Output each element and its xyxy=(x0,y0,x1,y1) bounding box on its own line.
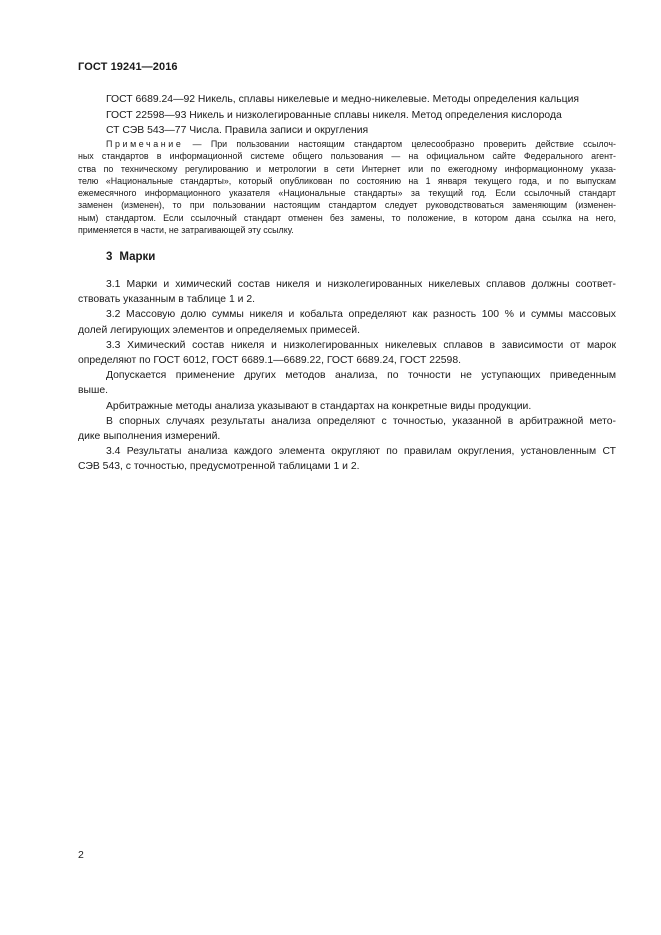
note-line: ежемесячного информационного указателя «Национальные стандарты» за текущий год. Если ссылочный стандарт xyxy=(78,188,616,199)
note-text: — При пользовании настоящим стандартом целесообразно проверить действие ссылоч- xyxy=(183,139,616,149)
paragraph-line: В спорных случаях результаты анализа определяют с точностью, указанной в арбитражной мето- xyxy=(106,415,616,427)
paragraph-line: ствовать указанным в таблице 1 и 2. xyxy=(78,294,256,306)
paragraph-line: СЭВ 543, с точностью, предусмотренной таблицами 1 и 2. xyxy=(78,461,360,473)
note-line: ных стандартов в информационной системе общего пользования — на официальном сайте Федерального агент- xyxy=(78,151,616,162)
paragraph-line: 3.3 Химический состав никеля и низколегированных никелевых сплавов в зависимости от марок xyxy=(106,339,616,351)
reference-item: ГОСТ 22598—93 Никель и низколегированные сплавы никеля. Метод определения кислорода xyxy=(106,109,562,121)
document-code-header: ГОСТ 19241—2016 xyxy=(78,61,178,73)
note-line: заменен (изменен), то при пользовании настоящим стандартом следует руководствоваться заменяющим (изменен- xyxy=(78,200,616,211)
reference-item: СТ СЭВ 543—77 Числа. Правила записи и округления xyxy=(106,125,369,136)
note-line: ным) стандартом. Если ссылочный стандарт отменен без замены, то положение, в котором дана ссылка на него, xyxy=(78,212,616,223)
paragraph-line: 3.4 Результаты анализа каждого элемента округляют по правилам округления, установленным СТ xyxy=(106,446,616,458)
paragraph-line: Допускается применение других методов анализа, по точности не уступающих приведенным xyxy=(106,370,616,382)
section-heading xyxy=(106,251,155,263)
note-line: применяется в части, не затрагивающей эту ссылку. xyxy=(78,225,294,236)
page-number: 2 xyxy=(78,849,84,861)
note-label: Примечание xyxy=(106,139,184,149)
note-line xyxy=(78,138,616,150)
section-title-text: Марки xyxy=(119,251,156,263)
paragraph-line: долей легирующих элементов и определяемых примесей. xyxy=(78,324,360,336)
section-number: 3 xyxy=(106,251,113,263)
paragraph-line: дике выполнения измерений. xyxy=(78,431,221,443)
paragraph-line: определяют по ГОСТ 6012, ГОСТ 6689.1—6689.22, ГОСТ 6689.24, ГОСТ 22598. xyxy=(78,355,461,367)
reference-item: ГОСТ 6689.24—92 Никель, сплавы никелевые и медно-никелевые. Методы определения кальция xyxy=(106,94,580,105)
paragraph-line: 3.1 Марки и химический состав никеля и низколегированных никелевых сплавов должны соответ- xyxy=(106,279,616,290)
normative-references-list xyxy=(106,92,626,139)
section-body xyxy=(78,277,616,475)
note-line: ства по техническому регулированию и метрологии в сети Интернет или по ежегодному информационному указа- xyxy=(78,163,616,174)
paragraph-line: 3.2 Массовую долю суммы никеля и кобальта определяют как разность 100 % и суммы массовых xyxy=(106,309,616,321)
paragraph-line: Арбитражные методы анализа указывают в стандартах на конкретные виды продукции. xyxy=(106,400,532,412)
note-block xyxy=(78,138,616,236)
paragraph-line: выше. xyxy=(78,385,108,397)
note-line: телю «Национальные стандарты», который опубликован по состоянию на 1 января текущего года, и по выпускам xyxy=(78,175,616,186)
